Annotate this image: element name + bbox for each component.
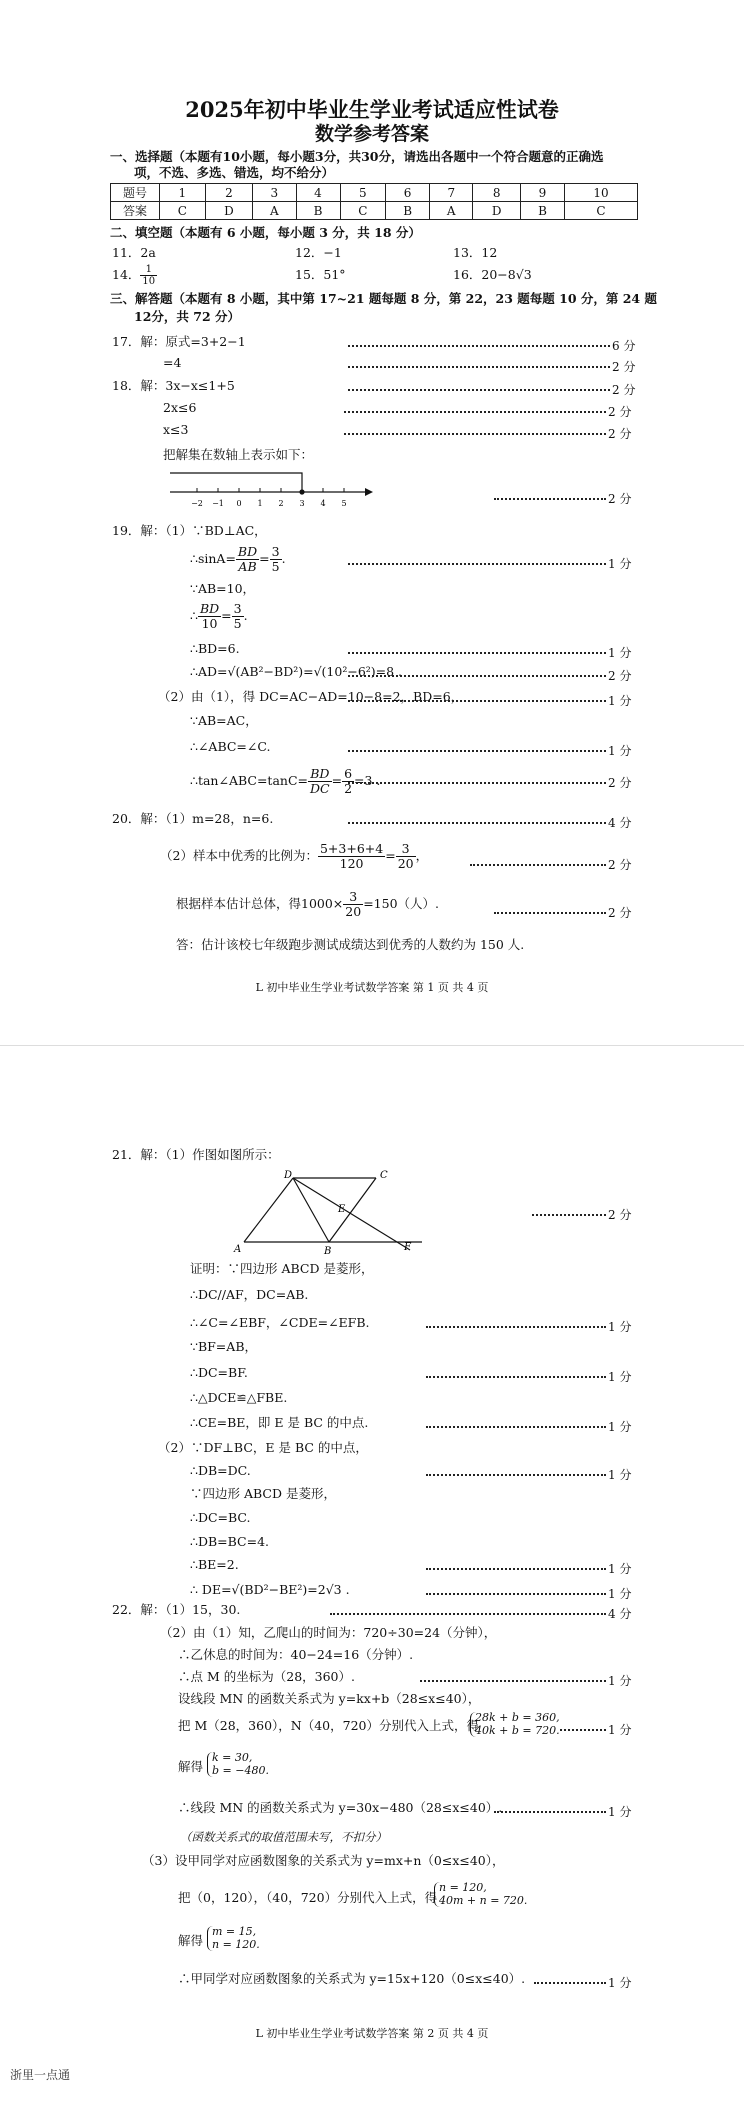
table-cell: C bbox=[565, 202, 638, 220]
q22-line6: 把 M（28，360），N（40，720）分别代入上式，得 bbox=[178, 1718, 479, 1733]
q22-line10: （3）设甲同学对应函数图象的关系式为 y=mx+n（0≤x≤40）， bbox=[142, 1853, 505, 1868]
row-label-answer: 答案 bbox=[111, 202, 160, 220]
score-label: 2 分 bbox=[608, 492, 632, 506]
doc-subtitle: 数学参考答案 bbox=[314, 123, 429, 145]
section2-heading: 二、填空题（本题有 6 小题，每小题 3 分，共 18 分） bbox=[110, 225, 421, 240]
score-label: 1 分 bbox=[608, 1468, 632, 1482]
score-label: 2 分 bbox=[608, 1208, 632, 1222]
table-cell: D bbox=[473, 202, 521, 220]
therefore-sign: ∴ bbox=[190, 607, 198, 623]
page-separator bbox=[0, 1045, 744, 1066]
q21-line15: ∴ DE=√(BD²−BE²)=2√3 . bbox=[190, 1582, 350, 1597]
point-label-c: C bbox=[380, 1170, 388, 1181]
q21-line11: ∵四边形 ABCD 是菱形， bbox=[190, 1486, 336, 1501]
table-cell: 3 bbox=[253, 184, 296, 202]
fraction-denominator: 5 bbox=[233, 615, 242, 631]
dotted-leader bbox=[348, 389, 610, 391]
fraction-numerator: 6 bbox=[344, 766, 353, 781]
table-cell: B bbox=[386, 202, 430, 220]
table-cell: D bbox=[205, 202, 253, 220]
tick-label: 1 bbox=[257, 499, 263, 508]
q18-line1: 18．解：3x−x≤1+5 bbox=[112, 378, 235, 393]
fill-answer-14-label: 14． bbox=[112, 267, 141, 282]
segment-cb bbox=[329, 1178, 376, 1242]
fraction-numerator: BD bbox=[237, 544, 258, 559]
dotted-leader bbox=[330, 1613, 606, 1615]
section3-heading: 三、解答题（本题有 8 小题，其中第 17~21 题每题 8 分，第 22，23 题每题 10 分，第 24 题 bbox=[110, 291, 657, 306]
fraction-denominator: 5 bbox=[271, 558, 280, 574]
equation-line: n = 120, bbox=[439, 1881, 487, 1894]
q21-line7: ∴△DCE≌△FBE. bbox=[190, 1390, 288, 1405]
q22-line7: 解得 bbox=[178, 1759, 204, 1774]
fill-answer-12: 12．−1 bbox=[295, 245, 342, 260]
score-label: 2 分 bbox=[608, 858, 632, 872]
table-cell: 5 bbox=[340, 184, 386, 202]
dotted-leader bbox=[420, 1680, 606, 1682]
fraction-denominator: 20 bbox=[345, 903, 362, 919]
q21-line1: 21．解：（1）作图如图所示： bbox=[112, 1147, 280, 1162]
q21-line14: ∴BE=2. bbox=[190, 1557, 239, 1572]
dotted-leader bbox=[494, 498, 606, 500]
q21-line13: ∴DB=BC=4. bbox=[190, 1534, 270, 1549]
table-cell: 4 bbox=[296, 184, 340, 202]
answer-page-2 bbox=[0, 1066, 744, 2104]
q21-line12: ∴DC=BC. bbox=[190, 1510, 251, 1525]
equation-line: k = 30, bbox=[212, 1751, 253, 1764]
fill-answer-14 bbox=[112, 264, 157, 287]
q20-ratio-label: （2）样本中优秀的比例为： bbox=[160, 847, 318, 863]
table-cell: 6 bbox=[386, 184, 430, 202]
page2-footer: L 初中毕业生学业考试数学答案 第 2 页 共 4 页 bbox=[255, 2027, 489, 2040]
q20-line1: 20．解：（1）m=28，n=6. bbox=[112, 811, 274, 826]
q18-line2: 2x≤6 bbox=[163, 400, 197, 415]
dotted-leader bbox=[348, 345, 610, 347]
q17-line2: =4 bbox=[163, 355, 182, 370]
q22-note: （函数关系式的取值范围未写，不扣分） bbox=[180, 1830, 387, 1844]
q19-line4: ∴ $\frac{BD}{10}$ = $\frac{3}{5}$ . bbox=[190, 601, 248, 631]
q21-line2: 证明：∵四边形 ABCD 是菱形， bbox=[190, 1261, 374, 1276]
dotted-leader bbox=[426, 1474, 606, 1476]
dotted-leader bbox=[348, 652, 606, 654]
fill-answer-11: 11．2a bbox=[112, 245, 156, 260]
q22-solution-1 bbox=[207, 1752, 269, 1777]
equals-sign: = bbox=[331, 772, 343, 788]
dotted-leader bbox=[348, 750, 606, 752]
dotted-leader bbox=[348, 366, 610, 368]
section1-heading-cont: 项，不选、多选、错选，均不给分） bbox=[134, 165, 335, 180]
score-label: 1 分 bbox=[608, 1562, 632, 1576]
score-label: 2 分 bbox=[612, 360, 636, 374]
tick-label: 3 bbox=[299, 499, 305, 508]
table-cell: 2 bbox=[205, 184, 253, 202]
row-label-number: 题号 bbox=[111, 184, 160, 202]
fraction-numerator: 3 bbox=[271, 544, 280, 559]
fraction-denominator: 20 bbox=[397, 855, 414, 871]
score-label: 1 分 bbox=[608, 1420, 632, 1434]
dotted-leader bbox=[348, 822, 606, 824]
q20-estimate-label: 根据样本估计总体，得1000× bbox=[176, 895, 344, 911]
equation-line: n = 120. bbox=[212, 1937, 260, 1951]
number-line-figure bbox=[165, 470, 375, 510]
score-label: 2 分 bbox=[608, 427, 632, 441]
table-cell: 9 bbox=[521, 184, 565, 202]
q22-line12: 解得 bbox=[178, 1933, 204, 1948]
dotted-leader bbox=[426, 1376, 606, 1378]
choice-answer-table bbox=[110, 183, 638, 220]
number-line-ticks bbox=[197, 488, 344, 492]
fill-answer-16: 16．20−8√3 bbox=[453, 267, 532, 282]
section1-heading: 一、选择题（本题有10小题，每小题3分，共30分，请选出各题中一个符合题意的正确选 bbox=[110, 149, 604, 164]
score-label: 2 分 bbox=[612, 383, 636, 397]
q22-line13: ∴甲同学对应函数图象的关系式为 y=15x+120（0≤x≤40）. bbox=[178, 1971, 526, 1986]
equation-line: m = 15, bbox=[212, 1925, 257, 1938]
dotted-leader bbox=[348, 782, 606, 784]
dotted-leader bbox=[348, 563, 606, 565]
q21-line10: ∴DB=DC. bbox=[190, 1463, 251, 1478]
dotted-leader bbox=[494, 912, 606, 914]
dotted-leader bbox=[560, 1729, 606, 1731]
table-row-numbers bbox=[111, 184, 638, 202]
fraction-denominator: 10 bbox=[142, 276, 156, 287]
dotted-leader bbox=[426, 1326, 606, 1328]
number-line-arrow bbox=[365, 488, 373, 496]
fraction-denominator: 10 bbox=[201, 615, 218, 631]
score-label: 2 分 bbox=[608, 669, 632, 683]
table-cell: B bbox=[521, 202, 565, 220]
dotted-leader bbox=[348, 675, 606, 677]
score-label: 2 分 bbox=[608, 906, 632, 920]
watermark-text: 浙里一点通 bbox=[10, 2068, 71, 2082]
score-label: 1 分 bbox=[608, 1976, 632, 1990]
table-cell: 7 bbox=[430, 184, 473, 202]
q19-tan: ∴tan∠ABC=tanC= bbox=[190, 772, 308, 788]
q21-line3: ∴DC//AF，DC=AB. bbox=[190, 1287, 309, 1302]
q21-line8: ∴CE=BE，即 E 是 BC 的中点. bbox=[190, 1415, 369, 1430]
fraction-numerator: 1 bbox=[140, 264, 157, 276]
solution-point-3 bbox=[299, 489, 304, 494]
score-label: 2 分 bbox=[608, 405, 632, 419]
score-label: 1 分 bbox=[608, 646, 632, 660]
q21-line4: ∴∠C=∠EBF，∠CDE=∠EFB. bbox=[190, 1315, 370, 1330]
point-label-b: B bbox=[324, 1246, 332, 1257]
fraction-numerator: 3 bbox=[396, 842, 416, 857]
table-cell: 10 bbox=[565, 184, 638, 202]
q19-line6: ∴AD=√(AB²−BD²)=√(10²−6²)=8 . bbox=[190, 664, 403, 679]
q19-line9: ∴∠ABC=∠C. bbox=[190, 739, 271, 754]
table-cell: C bbox=[160, 202, 206, 220]
dotted-leader bbox=[426, 1593, 606, 1595]
dotted-leader bbox=[348, 700, 606, 702]
equation-line: 40k + b = 720. bbox=[475, 1723, 560, 1737]
tick-label: 5 bbox=[341, 499, 347, 508]
q22-line1: 22．解：（1）15，30. bbox=[112, 1602, 241, 1617]
tick-label: −2 bbox=[191, 499, 203, 508]
tick-label: 4 bbox=[320, 499, 326, 508]
score-label: 4 分 bbox=[608, 1607, 632, 1621]
rhombus-figure bbox=[234, 1170, 430, 1257]
dotted-leader bbox=[470, 864, 606, 866]
fraction-denominator: 2 bbox=[344, 780, 353, 796]
dotted-leader bbox=[532, 1214, 606, 1216]
fill-answer-13: 13．12 bbox=[453, 245, 498, 260]
q22-line2: （2）由（1）知，乙爬山的时间为：720÷30=24（分钟）， bbox=[160, 1625, 497, 1640]
fraction-numerator: 3 bbox=[233, 601, 242, 616]
section3-heading-cont: 12分，共 72 分） bbox=[134, 309, 240, 324]
q20-estimate-result: =150（人）. bbox=[363, 895, 440, 911]
q18-line3: x≤3 bbox=[163, 422, 189, 437]
tick-label: 2 bbox=[278, 499, 284, 508]
fraction-denominator: 120 bbox=[339, 855, 364, 871]
q22-line8: ∴线段 MN 的函数关系式为 y=30x−480（28≤x≤40）. bbox=[178, 1800, 503, 1815]
table-cell: 8 bbox=[473, 184, 521, 202]
q22-system-2 bbox=[434, 1882, 527, 1907]
q19-line7: （2）由（1），得 DC=AC−AD=10−8=2，BD=6， bbox=[158, 689, 464, 704]
q22-line4: ∴点 M 的坐标为（28，360）. bbox=[178, 1669, 355, 1684]
fraction-numerator: 3 bbox=[343, 890, 363, 905]
dotted-leader bbox=[494, 1811, 606, 1813]
score-label: 6 分 bbox=[612, 339, 636, 353]
equation-line: 40m + n = 720. bbox=[439, 1893, 528, 1907]
dotted-leader bbox=[534, 1982, 606, 1984]
answer-page-1 bbox=[0, 0, 744, 1045]
dotted-leader bbox=[426, 1568, 606, 1570]
fraction-numerator: BD bbox=[199, 601, 220, 616]
q18-line4: 把解集在数轴上表示如下： bbox=[163, 447, 314, 462]
score-label: 1 分 bbox=[608, 1805, 632, 1819]
q19-line8: ∵AB=AC， bbox=[190, 713, 258, 728]
point-label-e: E bbox=[338, 1204, 346, 1215]
point-label-a: A bbox=[234, 1244, 242, 1255]
fraction-numerator: 5+3+6+4 bbox=[319, 841, 384, 856]
equals-sign: = bbox=[221, 607, 232, 623]
equals-sign: = bbox=[385, 847, 396, 863]
q19-result: =3 . bbox=[354, 772, 381, 788]
q20-line3 bbox=[176, 890, 439, 919]
point-label-f: F bbox=[404, 1242, 411, 1253]
segment-ad bbox=[244, 1178, 293, 1242]
score-label: 1 分 bbox=[608, 1587, 632, 1601]
equation-line: b = −480. bbox=[212, 1763, 269, 1777]
q19-line1: 19．解：（1）∵BD⊥AC， bbox=[112, 523, 267, 538]
q22-system-1 bbox=[470, 1712, 560, 1737]
q20-line4: 答：估计该校七年级跑步测试成绩达到优秀的人数约为 150 人. bbox=[176, 937, 525, 952]
equation-line: 28k + b = 360, bbox=[475, 1711, 560, 1724]
doc-title: 2025年初中毕业生学业考试适应性试卷 bbox=[185, 97, 559, 122]
fill-answer-15: 15．51° bbox=[295, 267, 346, 282]
q21-line9: （2）∵DF⊥BC，E 是 BC 的中点， bbox=[158, 1440, 368, 1455]
score-label: 1 分 bbox=[608, 1370, 632, 1384]
q19-line5: ∴BD=6. bbox=[190, 641, 240, 656]
table-cell: B bbox=[296, 202, 340, 220]
page1-footer: L 初中毕业生学业考试数学答案 第 1 页 共 4 页 bbox=[255, 981, 489, 994]
q21-line6: ∴DC=BF. bbox=[190, 1365, 248, 1380]
table-cell: A bbox=[430, 202, 473, 220]
dotted-leader bbox=[344, 411, 606, 413]
table-cell: A bbox=[253, 202, 296, 220]
q19-line2: ∴sinA= $\frac{BD}{AB}$ = $\frac{3}{5}$ . bbox=[190, 544, 286, 574]
score-label: 1 分 bbox=[608, 1320, 632, 1334]
score-label: 1 分 bbox=[608, 557, 632, 571]
tick-label: 0 bbox=[236, 499, 242, 508]
table-row-answers bbox=[111, 202, 638, 220]
q19-sina: ∴sinA= bbox=[190, 550, 236, 566]
q19-line3: ∵AB=10， bbox=[190, 581, 256, 596]
equals-sign: = bbox=[259, 550, 270, 566]
score-label: 1 分 bbox=[608, 744, 632, 758]
table-cell: C bbox=[340, 202, 386, 220]
score-label: 1 分 bbox=[608, 1674, 632, 1688]
fraction-numerator: BD bbox=[308, 767, 332, 782]
fraction-denominator: AB bbox=[238, 558, 257, 574]
score-label: 4 分 bbox=[608, 816, 632, 830]
point-label-d: D bbox=[284, 1170, 293, 1181]
score-label: 1 分 bbox=[608, 694, 632, 708]
table-cell: 1 bbox=[160, 184, 206, 202]
q22-line11: 把（0，120），（40，720）分别代入上式，得 bbox=[178, 1890, 438, 1905]
solution-set-bracket bbox=[170, 473, 302, 492]
q22-line5: 设线段 MN 的函数关系式为 y=kx+b（28≤x≤40）， bbox=[178, 1691, 481, 1706]
dotted-leader bbox=[426, 1426, 606, 1428]
tick-label: −1 bbox=[212, 499, 224, 508]
q17-line1: 17．解：原式=3+2−1 bbox=[112, 334, 246, 349]
segment-df bbox=[293, 1178, 410, 1250]
score-label: 2 分 bbox=[608, 776, 632, 790]
q22-line3: ∴乙休息的时间为：40−24=16（分钟）. bbox=[178, 1647, 414, 1662]
q21-line5: ∵BF=AB， bbox=[190, 1339, 257, 1354]
score-label: 1 分 bbox=[608, 1723, 632, 1737]
dotted-leader bbox=[344, 433, 606, 435]
fraction-denominator: DC bbox=[310, 780, 330, 796]
q20-line2: （2）样本中优秀的比例为： $\frac{5+3+6+4}{120}$ = $\frac{3}{20}$ ， bbox=[160, 841, 429, 871]
segment-db bbox=[293, 1178, 329, 1242]
q22-solution-2 bbox=[207, 1926, 260, 1951]
